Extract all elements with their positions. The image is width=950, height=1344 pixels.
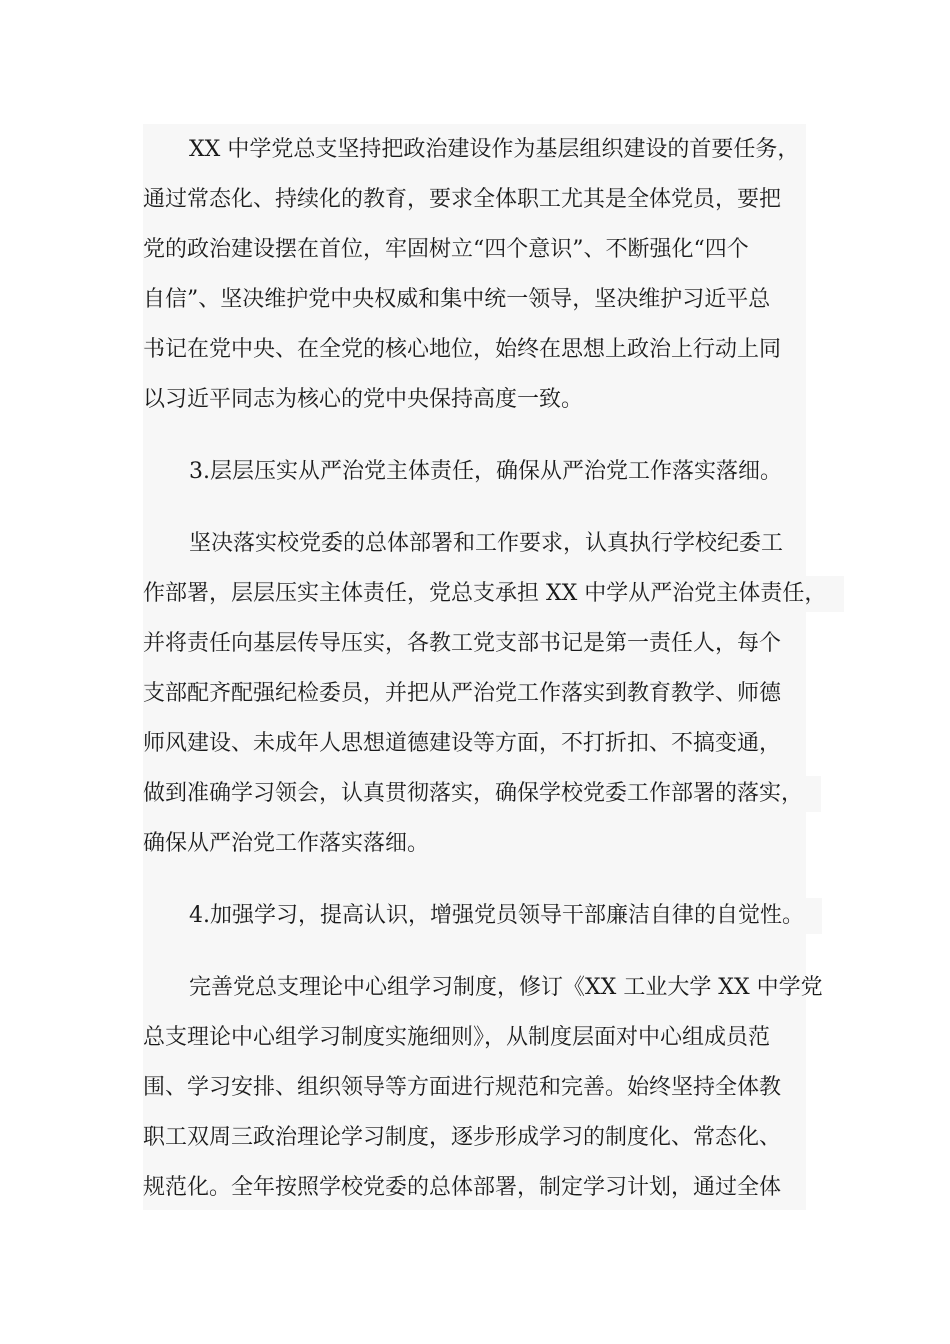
paragraph-1-line-2: 通过常态化、持续化的教育，要求全体职工尤其是全体党员，要把 [143,187,782,212]
section-heading-3: 3.层层压实从严治党主体责任，确保从严治党工作落实落细。 [189,459,782,484]
paragraph-1-line-6: 以习近平同志为核心的党中央保持高度一致。 [143,387,584,412]
paragraph-5-line-2: 总支理论中心组学习制度实施细则》，从制度层面对中心组成员范 [143,1025,771,1050]
paragraph-1-line-4: 自信”、坚决维护党中央权威和集中统一领导，坚决维护习近平总 [143,287,771,312]
document-body [143,124,827,1210]
paragraph-3-line-1: 坚决落实校党委的总体部署和工作要求，认真执行学校纪委工 [189,531,784,556]
paragraph-5-line-3: 围、学习安排、组织领导等方面进行规范和完善。始终坚持全体教 [143,1075,782,1100]
paragraph-5-line-5: 规范化。全年按照学校党委的总体部署，制定学习计划，通过全体 [143,1175,782,1200]
paragraph-5-line-1: 完善党总支理论中心组学习制度，修订《XX 工业大学 XX 中学党 [189,975,823,1000]
paragraph-3-line-4: 支部配齐配强纪检委员，并把从严治党工作落实到教育教学、师德 [143,681,782,706]
paragraph-3-line-7: 确保从严治党工作落实落细。 [143,831,430,856]
paragraph-1-line-1: XX 中学党总支坚持把政治建设作为基层组织建设的首要任务， [189,137,800,162]
paragraph-1-line-3: 党的政治建设摆在首位，牢固树立“四个意识”、不断强化“四个 [143,237,749,262]
section-heading-4: 4.加强学习，提高认识，增强党员领导干部廉洁自律的自觉性。 [189,898,822,934]
paragraph-3-line-5: 师风建设、未成年人思想道德建设等方面，不打折扣、不搞变通， [143,731,782,756]
paragraph-3-line-2: 作部署，层层压实主体责任，党总支承担 XX 中学从严治党主体责任， [143,576,844,612]
paragraph-1-line-5: 书记在党中央、在全党的核心地位，始终在思想上政治上行动上同 [143,337,782,362]
paragraph-5-line-4: 职工双周三政治理论学习制度，逐步形成学习的制度化、常态化、 [143,1125,782,1150]
paragraph-3-line-6: 做到准确学习领会，认真贯彻落实，确保学校党委工作部署的落实， [143,776,821,812]
paragraph-3-line-3: 并将责任向基层传导压实，各教工党支部书记是第一责任人，每个 [143,631,782,656]
